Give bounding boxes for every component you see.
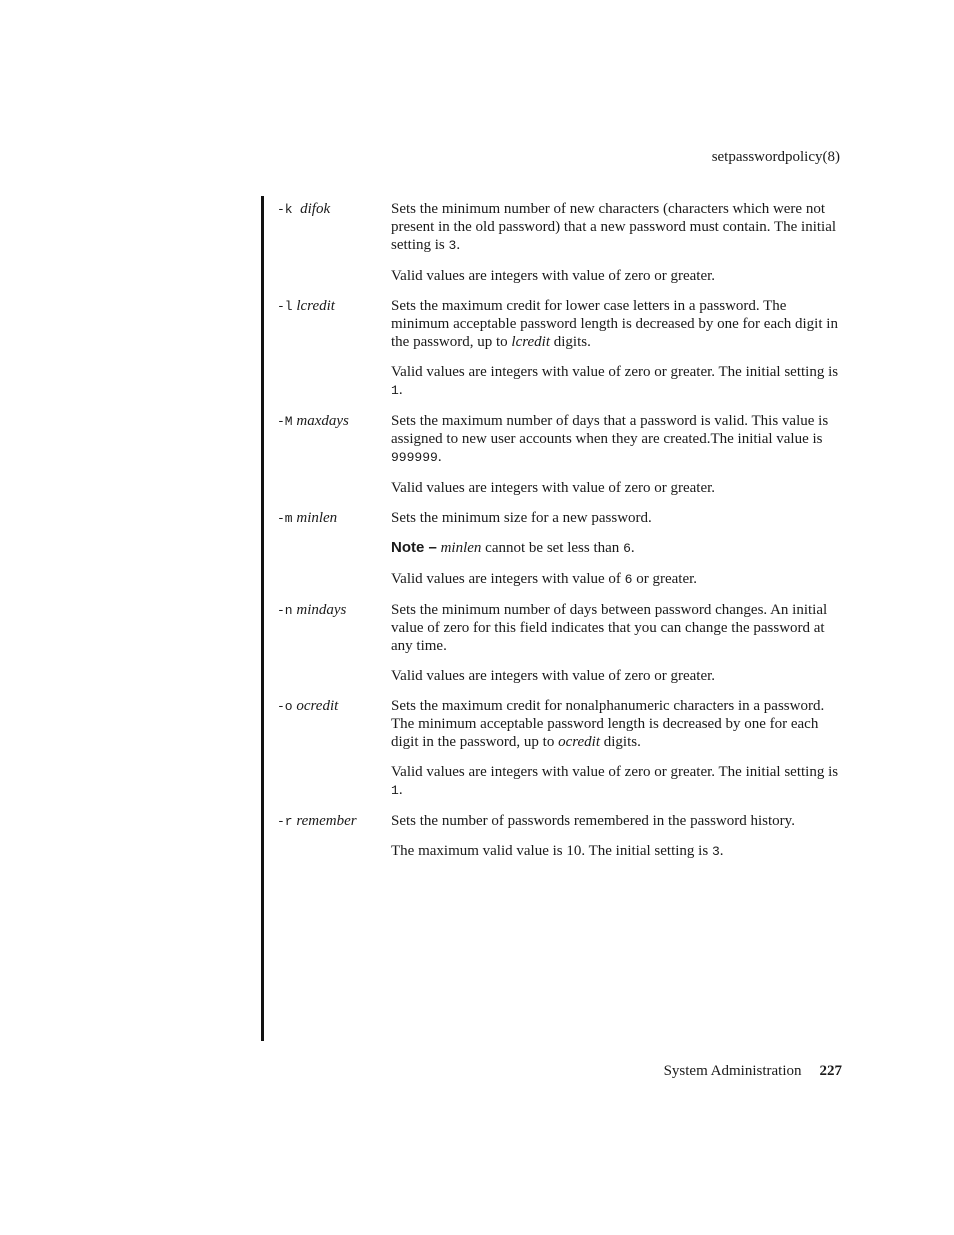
note-paragraph: [391, 539, 843, 558]
text-run: Sets the maximum credit for nonalphanumeric characters in a password. The minimum acceptable password length is decreased by one for each digit in the password, up to: [391, 698, 825, 750]
text-run: Valid values are integers with value of zero or greater. The initial setting is: [391, 364, 839, 380]
option-flag: -r: [277, 814, 293, 829]
text-run: .: [630, 540, 635, 556]
option-entry-minlen: [277, 509, 843, 601]
option-entry-remember: [277, 812, 843, 873]
description-paragraph: [391, 697, 843, 751]
text-run: cannot be set less than: [481, 540, 624, 556]
option-flag: -M: [277, 414, 293, 429]
text-run: or greater.: [632, 571, 698, 587]
option-description: [391, 697, 843, 812]
text-run: digits.: [600, 734, 641, 750]
text-run: Valid values are integers with value of zero or greater. The initial setting is: [391, 764, 839, 780]
option-entry-difok: [277, 200, 843, 297]
description-paragraph: Sets the minimum number of days between password changes. An initial value of zero for this field indicates that you can change the password at any time.: [391, 602, 828, 654]
running-head: setpasswordpolicy(8): [711, 149, 840, 165]
text-run: Sets the minimum number of new characters (characters which were not present in the old password) that a new password must contain. The initial setting is: [391, 201, 837, 253]
description-paragraph: [391, 297, 843, 351]
option-term: [277, 509, 391, 528]
option-list: [277, 200, 843, 873]
text-run: .: [456, 237, 461, 253]
option-term: [277, 412, 391, 431]
description-paragraph: Valid values are integers with value of zero or greater.: [391, 480, 716, 496]
description-paragraph: [391, 570, 843, 589]
option-entry-maxdays: [277, 412, 843, 509]
option-arg: maxdays: [296, 413, 349, 429]
option-description: [391, 200, 843, 297]
text-run: .: [398, 382, 403, 398]
option-description: [391, 297, 843, 412]
text-run: Sets the maximum credit for lower case letters in a password. The minimum acceptable password length is decreased by one for each digit in the password, up to: [391, 298, 838, 350]
option-flag: -k: [277, 202, 293, 217]
option-description: [391, 601, 843, 697]
page-number: 227: [819, 1063, 842, 1079]
description-paragraph: [391, 200, 843, 255]
option-description: [391, 812, 843, 873]
code-value: 3: [448, 238, 457, 253]
option-flag: -l: [277, 299, 293, 314]
description-paragraph: Valid values are integers with value of zero or greater.: [391, 668, 716, 684]
text-run: Valid values are integers with value of: [391, 571, 625, 587]
page-footer: [664, 1063, 842, 1080]
emphasis: minlen: [440, 540, 482, 556]
description-paragraph: Sets the number of passwords remembered in the password history.: [391, 813, 795, 829]
code-value: 1: [391, 383, 399, 398]
code-value: 1: [391, 783, 399, 798]
option-arg: mindays: [296, 602, 347, 618]
description-paragraph: [391, 763, 843, 800]
text-run: The maximum valid value is 10. The initial setting is: [391, 843, 712, 859]
description-paragraph: [391, 412, 843, 467]
option-flag: -o: [277, 699, 293, 714]
text-run: .: [398, 782, 403, 798]
change-bar: [261, 196, 264, 1041]
option-arg: remember: [296, 813, 357, 829]
option-arg: minlen: [296, 510, 338, 526]
emphasis: ocredit: [558, 734, 601, 750]
code-value: 999999: [391, 450, 438, 465]
option-description: [391, 412, 843, 509]
option-arg: difok: [300, 201, 331, 217]
text-run: .: [719, 843, 724, 859]
description-paragraph: Sets the minimum size for a new password.: [391, 510, 652, 526]
option-term: [277, 697, 391, 716]
option-term: [277, 200, 391, 219]
option-flag: -n: [277, 603, 293, 618]
code-value: 6: [623, 541, 631, 556]
description-paragraph: [391, 842, 843, 861]
option-flag: -m: [277, 511, 293, 526]
emphasis: lcredit: [511, 334, 551, 350]
text-run: digits.: [550, 334, 591, 350]
description-paragraph: Valid values are integers with value of zero or greater.: [391, 268, 716, 284]
option-term: [277, 812, 391, 831]
description-paragraph: [391, 363, 843, 400]
option-entry-lcredit: [277, 297, 843, 412]
code-value: 3: [711, 844, 720, 859]
code-value: 6: [624, 572, 633, 587]
option-entry-mindays: [277, 601, 843, 697]
option-entry-ocredit: [277, 697, 843, 812]
option-term: [277, 297, 391, 316]
text-run: Sets the maximum number of days that a password is valid. This value is assigned to new user accounts when they are created.The initial value is: [391, 413, 829, 447]
note-label: Note –: [391, 539, 437, 556]
footer-section: System Administration: [663, 1063, 802, 1079]
option-arg: lcredit: [296, 298, 335, 314]
option-term: [277, 601, 391, 620]
option-description: [391, 509, 843, 601]
option-arg: ocredit: [296, 698, 339, 714]
text-run: .: [437, 449, 442, 465]
